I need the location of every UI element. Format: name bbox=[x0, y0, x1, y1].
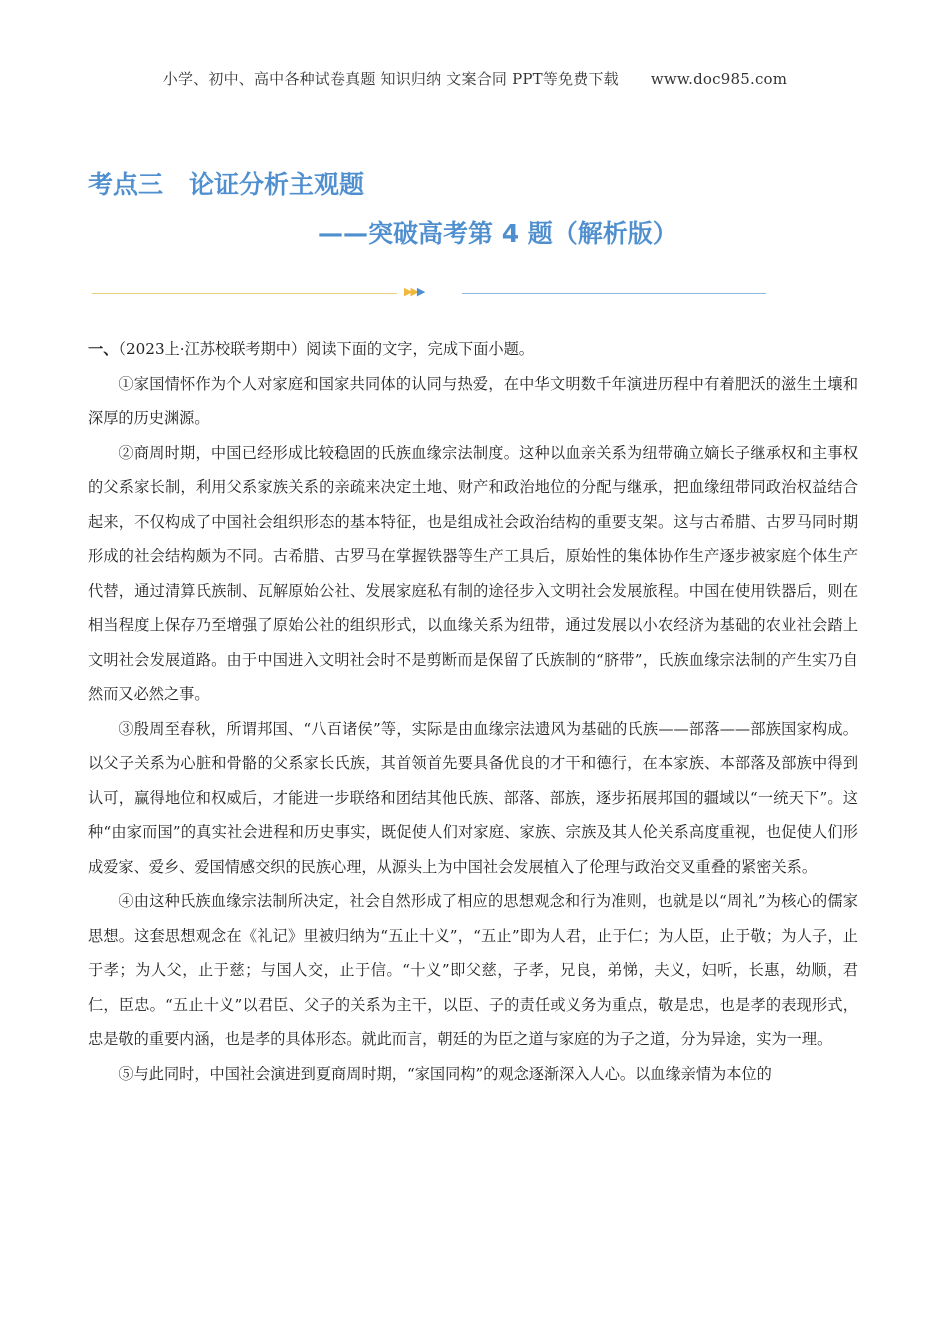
triple-arrow-icon: ▶▶▶ bbox=[404, 285, 424, 298]
question-text: （2023上·江苏校联考期中）阅读下面的文字，完成下面小题。 bbox=[118, 340, 534, 358]
paragraph-3: ③殷周至春秋，所谓邦国、“八百诸侯”等，实际是由血缘宗法遗风为基础的氏族——部落——部族国家构成。以父子关系为心脏和骨骼的父系家长氏族，其首领首先要具备优良的才干和德行，在本家族、本部落及部族中得到认可，赢得地位和权威后，才能进一步联络和团结其他氏族、部落、部族，逐步拓展邦国的疆域以“一统天下”。这种“由家而国”的真实社会进程和历史事实，既促使人们对家庭、家族、宗族及其人伦关系高度重视，也促使人们形成爱家、爱乡、爱国情感交织的民族心理，从源头上为中国社会发展植入了伦理与政治交叉重叠的紧密关系。 bbox=[88, 719, 858, 876]
header-url[interactable]: www.doc985.com bbox=[650, 70, 788, 88]
divider-right-line bbox=[462, 293, 766, 294]
document-body bbox=[88, 332, 858, 1091]
title-part1: 考点三 bbox=[88, 170, 164, 199]
title-divider bbox=[92, 287, 766, 301]
question-prompt bbox=[88, 332, 858, 367]
header-text: 小学、初中、高中各种试卷真题 知识归纳 文案合同 PPT等免费下载 bbox=[162, 70, 619, 88]
paragraph-5: ⑤与此同时，中国社会演进到夏商周时期，“家国同构”的观念逐渐深入人心。以血缘亲情为本位的 bbox=[118, 1064, 772, 1083]
paragraph-2: ②商周时期，中国已经形成比较稳固的氏族血缘宗法制度。这种以血亲关系为纽带确立嫡长子继承权和主事权的父系家长制，利用父系家族关系的亲疏来决定土地、财产和政治地位的分配与继承，把血缘纽带同政治权益结合起来，不仅构成了中国社会组织形态的基本特征，也是组成社会政治结构的重要支架。这与古希腊、古罗马同时期形成的社会结构颇为不同。古希腊、古罗马在掌握铁器等生产工具后，原始性的集体协作生产逐步被家庭个体生产代替，通过清算氏族制、瓦解原始公社、发展家庭私有制的途径步入文明社会发展旅程。中国在使用铁器后，则在相当程度上保存乃至增强了原始公社的组织形式，以血缘关系为纽带，通过发展以小农经济为基础的农业社会踏上文明社会发展道路。由于中国进入文明社会时不是剪断而是保留了氏族制的“脐带”，氏族血缘宗法制的产生实乃自然而又必然之事。 bbox=[88, 443, 858, 703]
divider-left-line bbox=[92, 293, 397, 294]
page-subtitle: ——突破高考第 4 题（解析版） bbox=[318, 219, 678, 248]
paragraph-1: ①家国情怀作为个人对家庭和国家共同体的认同与热爱，在中华文明数千年演进历程中有着肥沃的滋生土壤和深厚的历史渊源。 bbox=[88, 374, 858, 427]
title-part2: 论证分析主观题 bbox=[189, 170, 365, 199]
question-number: 一、 bbox=[88, 340, 119, 358]
page-title bbox=[88, 165, 364, 201]
page-header bbox=[0, 68, 950, 89]
paragraph-4: ④由这种氏族血缘宗法制所决定，社会自然形成了相应的思想观念和行为准则，也就是以“周礼”为核心的儒家思想。这套思想观念在《礼记》里被归纳为“五止十义”，“五止”即为人君，止于仁；为人臣，止于敬；为人子，止于孝；为人父，止于慈；与国人交，止于信。“十义”即父慈，子孝，兄良，弟悌，夫义，妇听，长惠，幼顺，君仁，臣忠。“五止十义”以君臣、父子的关系为主干，以臣、子的责任或义务为重点，敬是忠，也是孝的表现形式，忠是敬的重要内涵，也是孝的具体形态。就此而言，朝廷的为臣之道与家庭的为子之道，分为异途，实为一理。 bbox=[88, 892, 858, 1048]
